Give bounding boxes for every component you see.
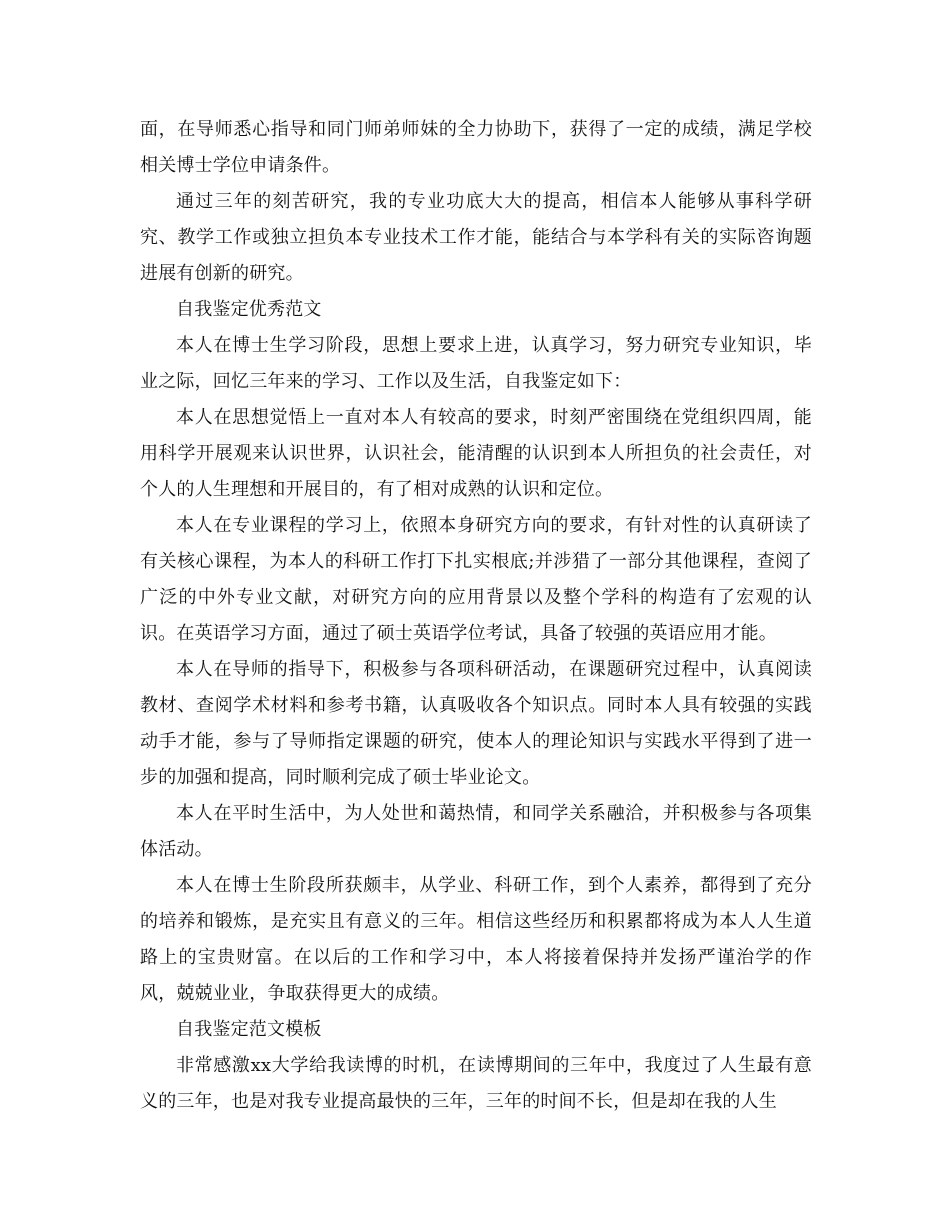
paragraph-summary: 本人在博士生阶段所获颇丰，从学业、科研工作，到个人素养，都得到了充分的培养和锻炼，是充实且有意义的三年。相信这些经历和积累都将成为本人人生道路上的宝贵财富。在以后的工作和学习中，本人将接着保持并发扬严谨治学的作风，兢兢业业，争取获得更大的成绩。 [140, 875, 812, 1004]
paragraph-ideology: 本人在思想觉悟上一直对本人有较高的要求，时刻严密围绕在党组织四周，能用科学开展观来认识世界，认识社会，能清醒的认识到本人所担负的社会责任，对个人的人生理想和开展目的，有了相对成熟的认识和定位。 [140, 407, 812, 500]
paragraph-continuation: 面，在导师悉心指导和同门师弟师妹的全力协助下，获得了一定的成绩，满足学校相关博士学位申请条件。 [140, 119, 812, 176]
paragraph-research-ability: 通过三年的刻苦研究，我的专业功底大大的提高，相信本人能够从事科学研究、教学工作或独立担负本专业技术工作才能，能结合与本学科有关的实际咨询题进展有创新的研究。 [140, 191, 812, 284]
section-heading-excellent-sample: 自我鉴定优秀范文 [176, 299, 322, 320]
paragraph-daily-life: 本人在平时生活中，为人处世和蔼热情，和同学关系融洽，并积极参与各项集体活动。 [140, 803, 812, 860]
paragraph-research-activities: 本人在导师的指导下，积极参与各项科研活动，在课题研究过程中，认真阅读教材、查阅学术材料和参考书籍，认真吸收各个知识点。同时本人具有较强的实践动手才能，参与了导师指定课题的研究，使本人的理论知识与实践水平得到了进一步的加强和提高，同时顺利完成了硕士毕业论文。 [140, 659, 812, 788]
paragraph-gratitude: 非常感激xx大学给我读博的时机，在读博期间的三年中，我度过了人生最有意义的三年，也是对我专业提高最快的三年，三年的时间不长，但是却在我的人生 [140, 1055, 812, 1112]
paragraph-intro: 本人在博士生学习阶段，思想上要求上进，认真学习，努力研究专业知识，毕业之际，回忆三年来的学习、工作以及生活，自我鉴定如下： [140, 335, 812, 392]
paragraph-coursework: 本人在专业课程的学习上，依照本身研究方向的要求，有针对性的认真研读了有关核心课程，为本人的科研工作打下扎实根底;并涉猎了一部分其他课程，查阅了广泛的中外专业文献，对研究方向的应用背景以及整个学科的构造有了宏观的认识。在英语学习方面，通过了硕士英语学位考试，具备了较强的英语应用才能。 [140, 515, 812, 644]
document-body [140, 112, 812, 1120]
section-heading-template: 自我鉴定范文模板 [176, 1019, 322, 1040]
